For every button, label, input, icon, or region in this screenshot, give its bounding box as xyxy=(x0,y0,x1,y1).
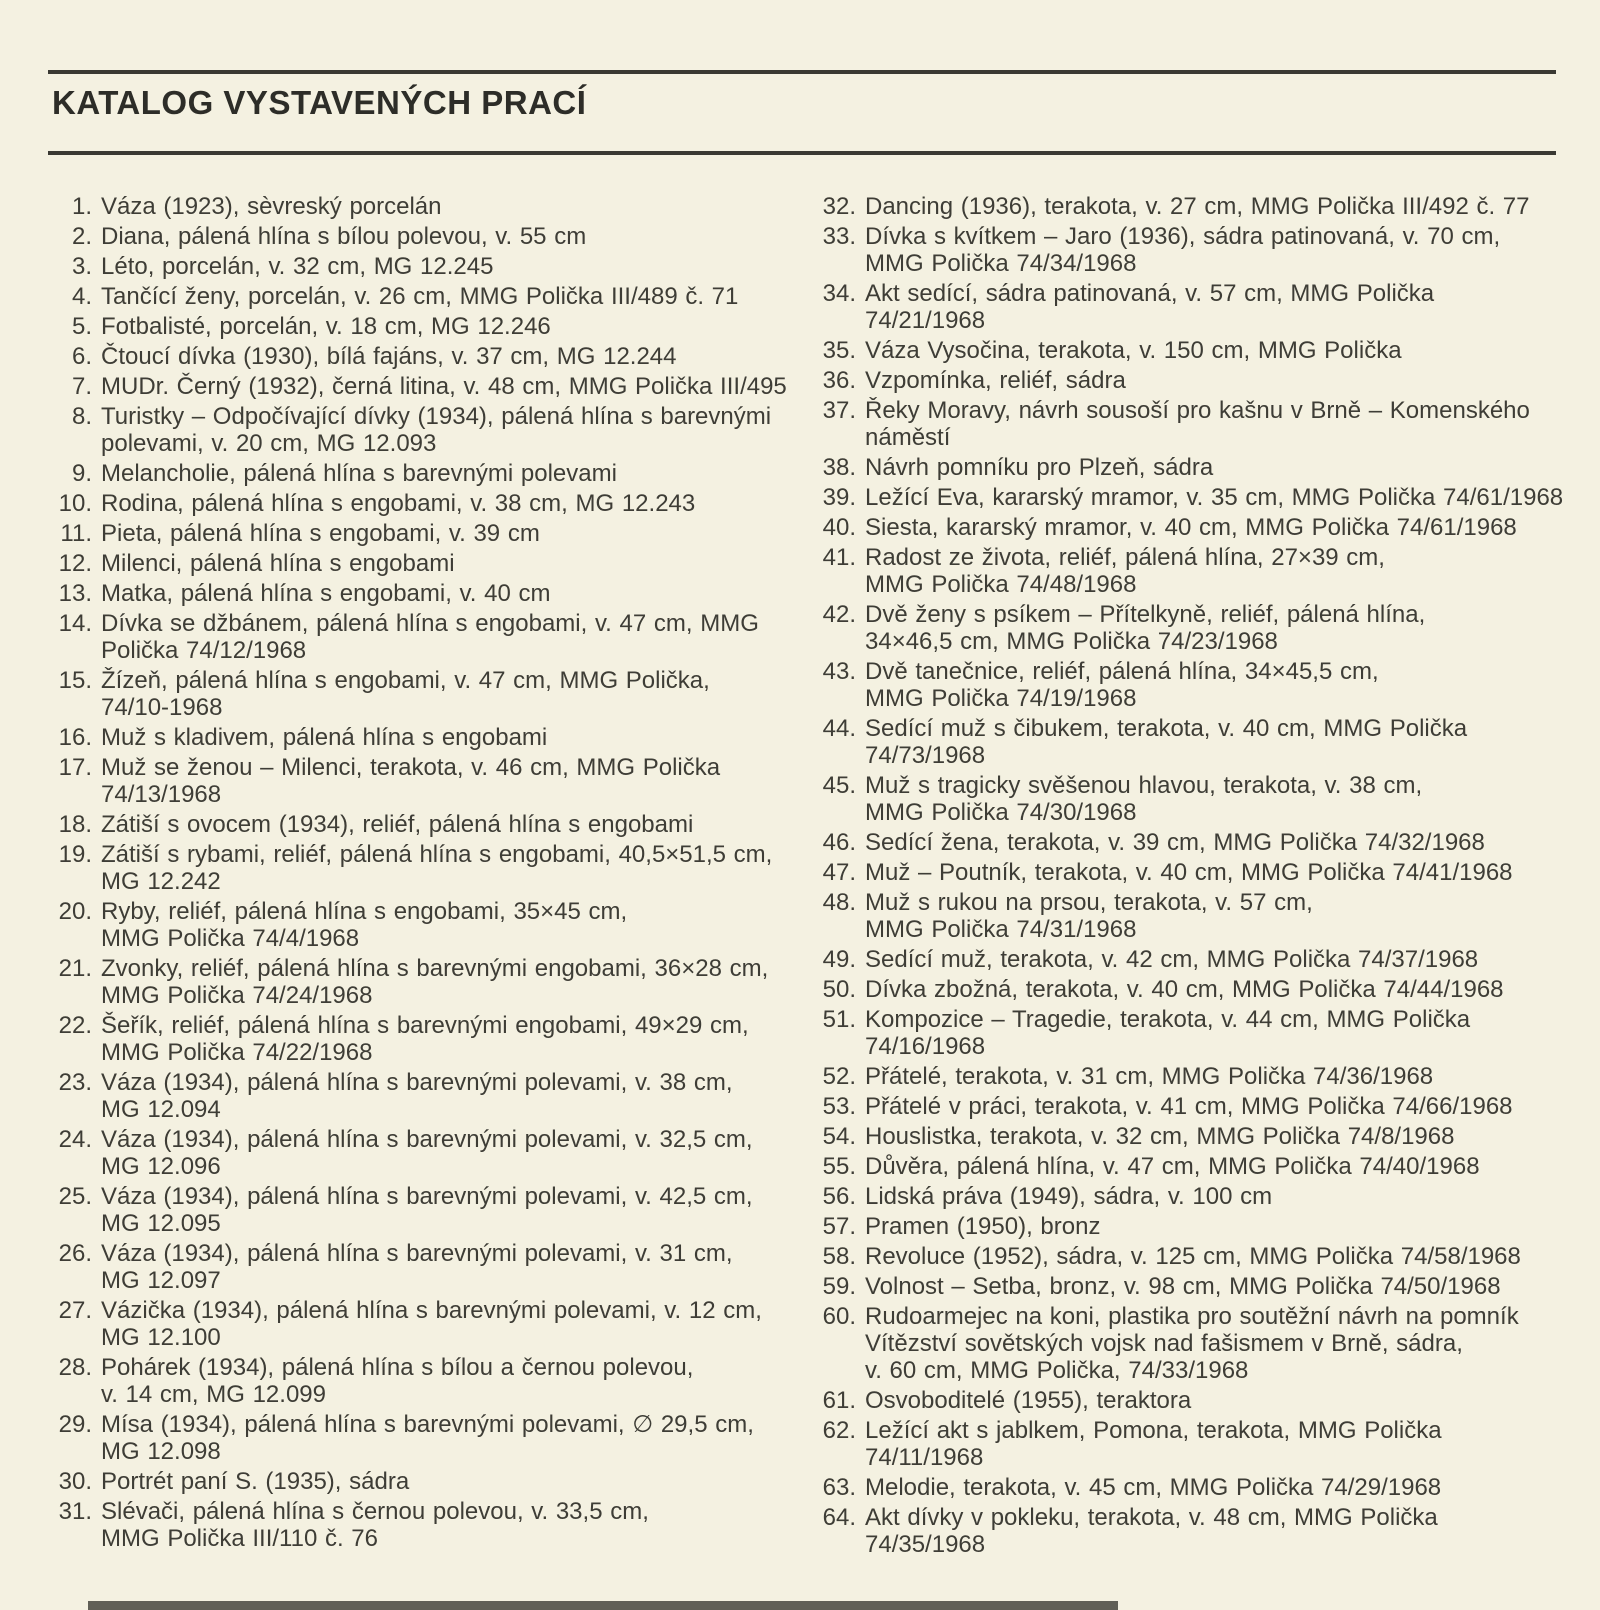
item-text: Čtoucí dívka (1930), bílá fajáns, v. 37 cm, MG 12.244 xyxy=(101,343,677,370)
item-text: Rodina, pálená hlína s engobami, v. 38 cm, MG 12.243 xyxy=(101,490,696,517)
item-text: Mísa (1934), pálená hlína s barevnými polevami, ∅ 29,5 cm, MG 12.098 xyxy=(101,1411,754,1465)
item-text: Váza (1934), pálená hlína s barevnými polevami, v. 42,5 cm, MG 12.095 xyxy=(101,1183,753,1237)
list-item xyxy=(818,337,1598,364)
item-text: Zátiší s rybami, reliéf, pálená hlína s engobami, 40,5×51,5 cm, MG 12.242 xyxy=(101,841,773,895)
item-number: 5. xyxy=(71,313,92,340)
list-item xyxy=(818,514,1598,541)
item-text: Akt sedící, sádra patinovaná, v. 57 cm, MMG Polička 74/21/1968 xyxy=(865,280,1435,334)
item-text: Pieta, pálená hlína s engobami, v. 39 cm xyxy=(101,520,540,547)
item-number: 35. xyxy=(822,337,856,364)
item-number: 24. xyxy=(58,1126,92,1153)
item-number: 29. xyxy=(58,1411,92,1438)
item-text: Sedící žena, terakota, v. 39 cm, MMG Polička 74/32/1968 xyxy=(865,829,1485,856)
item-text: Váza (1923), sèvreský porcelán xyxy=(101,193,442,220)
list-item xyxy=(818,1417,1598,1471)
list-item xyxy=(818,454,1598,481)
item-number: 56. xyxy=(822,1183,856,1210)
item-number: 39. xyxy=(822,484,856,511)
item-number: 63. xyxy=(822,1474,856,1501)
item-number: 37. xyxy=(822,397,856,424)
item-number: 11. xyxy=(60,520,92,547)
item-text: Slévači, pálená hlína s černou polevou, v. 33,5 cm, MMG Polička III/110 č. 76 xyxy=(101,1498,649,1552)
item-number: 34. xyxy=(822,280,856,307)
item-text: Vázička (1934), pálená hlína s barevnými polevami, v. 12 cm, MG 12.100 xyxy=(101,1297,762,1351)
item-text: Ryby, reliéf, pálená hlína s engobami, 35×45 cm, MMG Polička 74/4/1968 xyxy=(101,898,628,952)
list-item xyxy=(818,1273,1598,1300)
item-number: 31. xyxy=(58,1498,92,1525)
item-text: Siesta, kararský mramor, v. 40 cm, MMG Polička 74/61/1968 xyxy=(865,514,1517,541)
item-text: Rudoarmejec na koni, plastika pro soutěžní návrh na pomník Vítězství sovětských vojsk nad fašismem v Brně, sádra, v. 60 cm, MMG Polička, 74/33/1968 xyxy=(865,1303,1519,1384)
item-text: Turistky – Odpočívající dívky (1934), pálená hlína s barevnými polevami, v. 20 cm, MG 12.093 xyxy=(101,403,772,457)
list-item xyxy=(54,490,794,517)
item-text: Dancing (1936), terakota, v. 27 cm, MMG Polička III/492 č. 77 xyxy=(865,193,1530,220)
item-text: Ležící akt s jablkem, Pomona, terakota, MMG Polička 74/11/1968 xyxy=(865,1417,1442,1471)
list-item xyxy=(818,484,1598,511)
list-item xyxy=(54,1069,794,1123)
item-text: Melodie, terakota, v. 45 cm, MMG Polička 74/29/1968 xyxy=(865,1474,1442,1501)
item-text: Zátiší s ovocem (1934), reliéf, pálená hlína s engobami xyxy=(101,811,694,838)
list-item xyxy=(818,976,1598,1003)
item-number: 38. xyxy=(822,454,856,481)
list-item xyxy=(54,1126,794,1180)
catalog-column-right xyxy=(818,193,1598,1561)
list-item xyxy=(818,1183,1598,1210)
list-item xyxy=(818,1123,1598,1150)
scan-edge-shadow xyxy=(88,1601,1118,1610)
item-text: Přátelé v práci, terakota, v. 41 cm, MMG Polička 74/66/1968 xyxy=(865,1093,1513,1120)
list-item xyxy=(54,1411,794,1465)
list-item xyxy=(818,1303,1598,1384)
item-number: 58. xyxy=(822,1243,856,1270)
list-item xyxy=(818,601,1598,655)
item-text: Tančící ženy, porcelán, v. 26 cm, MMG Polička III/489 č. 71 xyxy=(101,283,739,310)
item-number: 32. xyxy=(822,193,856,220)
list-item xyxy=(54,550,794,577)
list-item xyxy=(54,754,794,808)
list-item xyxy=(818,223,1598,277)
item-text: Váza (1934), pálená hlína s barevnými polevami, v. 32,5 cm, MG 12.096 xyxy=(101,1126,753,1180)
list-item xyxy=(54,373,794,400)
list-item xyxy=(818,367,1598,394)
list-item xyxy=(818,829,1598,856)
item-number: 26. xyxy=(58,1240,92,1267)
list-item xyxy=(54,223,794,250)
item-number: 18. xyxy=(58,811,92,838)
list-item xyxy=(818,193,1598,220)
list-item xyxy=(54,520,794,547)
list-item xyxy=(818,859,1598,886)
list-item xyxy=(54,193,794,220)
item-text: Lidská práva (1949), sádra, v. 100 cm xyxy=(865,1183,1273,1210)
item-number: 27. xyxy=(58,1297,92,1324)
item-text: Důvěra, pálená hlína, v. 47 cm, MMG Polička 74/40/1968 xyxy=(865,1153,1480,1180)
item-text: Šeřík, reliéf, pálená hlína s barevnými engobami, 49×29 cm, MMG Polička 74/22/1968 xyxy=(101,1012,749,1066)
item-number: 64. xyxy=(822,1504,856,1531)
item-text: Dívka s kvítkem – Jaro (1936), sádra patinovaná, v. 70 cm, MMG Polička 74/34/1968 xyxy=(865,223,1501,277)
item-text: Dvě tanečnice, reliéf, pálená hlína, 34×45,5 cm, MMG Polička 74/19/1968 xyxy=(865,658,1379,712)
item-number: 22. xyxy=(58,1012,92,1039)
item-number: 23. xyxy=(58,1069,92,1096)
item-text: Portrét paní S. (1935), sádra xyxy=(101,1468,410,1495)
item-number: 16. xyxy=(58,724,92,751)
item-text: Léto, porcelán, v. 32 cm, MG 12.245 xyxy=(101,253,494,280)
item-number: 6. xyxy=(71,343,92,370)
item-number: 50. xyxy=(822,976,856,1003)
item-number: 47. xyxy=(822,859,856,886)
list-item xyxy=(818,772,1598,826)
item-number: 14. xyxy=(58,610,92,637)
item-text: Váza Vysočina, terakota, v. 150 cm, MMG Polička xyxy=(865,337,1402,364)
item-number: 20. xyxy=(58,898,92,925)
list-item xyxy=(54,1297,794,1351)
item-text: Muž s rukou na prsou, terakota, v. 57 cm, MMG Polička 74/31/1968 xyxy=(865,889,1313,943)
list-item xyxy=(818,544,1598,598)
item-text: Pramen (1950), bronz xyxy=(865,1213,1101,1240)
item-number: 13. xyxy=(58,580,92,607)
item-number: 54. xyxy=(822,1123,856,1150)
item-text: Muž s tragicky svěšenou hlavou, terakota, v. 38 cm, MMG Polička 74/30/1968 xyxy=(865,772,1423,826)
list-item xyxy=(54,580,794,607)
list-item xyxy=(818,1213,1598,1240)
item-text: Muž – Poutník, terakota, v. 40 cm, MMG Polička 74/41/1968 xyxy=(865,859,1513,886)
list-item xyxy=(54,283,794,310)
page-title: KATALOG VYSTAVENÝCH PRACÍ xyxy=(52,84,587,121)
item-number: 33. xyxy=(822,223,856,250)
item-text: Melancholie, pálená hlína s barevnými polevami xyxy=(101,460,617,487)
item-number: 45. xyxy=(822,772,856,799)
item-text: Dívka zbožná, terakota, v. 40 cm, MMG Polička 74/44/1968 xyxy=(865,976,1504,1003)
item-number: 43. xyxy=(822,658,856,685)
item-number: 53. xyxy=(822,1093,856,1120)
item-number: 36. xyxy=(822,367,856,394)
item-text: Řeky Moravy, návrh sousoší pro kašnu v Brně – Komenského náměstí xyxy=(865,397,1530,451)
item-text: Milenci, pálená hlína s engobami xyxy=(101,550,455,577)
item-number: 60. xyxy=(822,1303,856,1330)
list-item xyxy=(54,898,794,952)
list-item xyxy=(54,1498,794,1552)
list-item xyxy=(818,1474,1598,1501)
item-text: Dvě ženy s psíkem – Přítelkyně, reliéf, pálená hlína, 34×46,5 cm, MMG Polička 74/23/1968 xyxy=(865,601,1426,655)
list-item xyxy=(818,397,1598,451)
item-text: Volnost – Setba, bronz, v. 98 cm, MMG Polička 74/50/1968 xyxy=(865,1273,1501,1300)
item-number: 21. xyxy=(58,955,92,982)
list-item xyxy=(54,1240,794,1294)
item-number: 9. xyxy=(71,460,92,487)
item-number: 61. xyxy=(822,1387,856,1414)
list-item xyxy=(818,1387,1598,1414)
item-number: 2. xyxy=(71,223,92,250)
item-text: Diana, pálená hlína s bílou polevou, v. 55 cm xyxy=(101,223,587,250)
item-number: 28. xyxy=(58,1354,92,1381)
list-item xyxy=(54,811,794,838)
item-text: Zvonky, reliéf, pálená hlína s barevnými engobami, 36×28 cm, MMG Polička 74/24/1968 xyxy=(101,955,769,1009)
list-item xyxy=(818,1243,1598,1270)
list-item xyxy=(818,658,1598,712)
item-text: Váza (1934), pálená hlína s barevnými polevami, v. 31 cm, MG 12.097 xyxy=(101,1240,733,1294)
item-number: 19. xyxy=(58,841,92,868)
list-item xyxy=(818,1153,1598,1180)
item-text: Žízeň, pálená hlína s engobami, v. 47 cm, MMG Polička, 74/10-1968 xyxy=(101,667,710,721)
item-number: 55. xyxy=(822,1153,856,1180)
list-item xyxy=(818,946,1598,973)
item-number: 30. xyxy=(58,1468,92,1495)
item-text: Revoluce (1952), sádra, v. 125 cm, MMG Polička 74/58/1968 xyxy=(865,1243,1521,1270)
item-number: 48. xyxy=(822,889,856,916)
item-number: 3. xyxy=(71,253,92,280)
item-text: Sedící muž, terakota, v. 42 cm, MMG Polička 74/37/1968 xyxy=(865,946,1479,973)
item-number: 42. xyxy=(822,601,856,628)
item-number: 10. xyxy=(58,490,92,517)
item-text: Houslistka, terakota, v. 32 cm, MMG Polička 74/8/1968 xyxy=(865,1123,1455,1150)
list-item xyxy=(54,1183,794,1237)
item-text: Kompozice – Tragedie, terakota, v. 44 cm, MMG Polička 74/16/1968 xyxy=(865,1006,1471,1060)
item-number: 46. xyxy=(822,829,856,856)
item-text: Fotbalisté, porcelán, v. 18 cm, MG 12.246 xyxy=(101,313,551,340)
catalog-column-left xyxy=(54,193,794,1555)
item-number: 25. xyxy=(58,1183,92,1210)
item-text: Pohárek (1934), pálená hlína s bílou a černou polevou, v. 14 cm, MG 12.099 xyxy=(101,1354,694,1408)
item-text: Radost ze života, reliéf, pálená hlína, 27×39 cm, MMG Polička 74/48/1968 xyxy=(865,544,1385,598)
list-item xyxy=(818,1093,1598,1120)
list-item xyxy=(54,313,794,340)
item-number: 62. xyxy=(822,1417,856,1444)
item-number: 15. xyxy=(58,667,92,694)
item-text: Sedící muž s čibukem, terakota, v. 40 cm, MMG Polička 74/73/1968 xyxy=(865,715,1468,769)
list-item xyxy=(818,1504,1598,1558)
item-number: 7. xyxy=(71,373,92,400)
item-number: 59. xyxy=(822,1273,856,1300)
item-text: Akt dívky v pokleku, terakota, v. 48 cm, MMG Polička 74/35/1968 xyxy=(865,1504,1438,1558)
list-item xyxy=(818,715,1598,769)
list-item xyxy=(54,253,794,280)
item-number: 17. xyxy=(58,754,92,781)
item-text: Přátelé, terakota, v. 31 cm, MMG Polička 74/36/1968 xyxy=(865,1063,1434,1090)
item-number: 4. xyxy=(71,283,92,310)
item-number: 44. xyxy=(822,715,856,742)
list-item xyxy=(54,343,794,370)
item-text: Muž se ženou – Milenci, terakota, v. 46 cm, MMG Polička 74/13/1968 xyxy=(101,754,721,808)
list-item xyxy=(54,841,794,895)
item-number: 51. xyxy=(822,1006,856,1033)
item-number: 12. xyxy=(58,550,92,577)
item-text: Matka, pálená hlína s engobami, v. 40 cm xyxy=(101,580,551,607)
list-item xyxy=(54,955,794,1009)
list-item xyxy=(54,667,794,721)
list-item xyxy=(54,403,794,457)
list-item xyxy=(54,1354,794,1408)
item-text: Ležící Eva, kararský mramor, v. 35 cm, MMG Polička 74/61/1968 xyxy=(865,484,1564,511)
list-item xyxy=(54,610,794,664)
item-number: 49. xyxy=(822,946,856,973)
list-item xyxy=(54,460,794,487)
item-number: 1. xyxy=(71,193,92,220)
under-title-rule xyxy=(48,151,1556,155)
item-number: 52. xyxy=(822,1063,856,1090)
list-item xyxy=(818,889,1598,943)
list-item xyxy=(54,724,794,751)
item-number: 40. xyxy=(822,514,856,541)
item-number: 41. xyxy=(822,544,856,571)
item-text: MUDr. Černý (1932), černá litina, v. 48 cm, MMG Polička III/495 xyxy=(101,373,787,400)
list-item xyxy=(818,1006,1598,1060)
list-item xyxy=(54,1012,794,1066)
item-number: 57. xyxy=(822,1213,856,1240)
list-item xyxy=(818,1063,1598,1090)
item-text: Návrh pomníku pro Plzeň, sádra xyxy=(865,454,1214,481)
item-text: Osvoboditelé (1955), teraktora xyxy=(865,1387,1192,1414)
item-text: Muž s kladivem, pálená hlína s engobami xyxy=(101,724,548,751)
top-rule xyxy=(48,70,1556,74)
list-item xyxy=(818,280,1598,334)
item-text: Vzpomínka, reliéf, sádra xyxy=(865,367,1126,394)
item-text: Váza (1934), pálená hlína s barevnými polevami, v. 38 cm, MG 12.094 xyxy=(101,1069,733,1123)
list-item xyxy=(54,1468,794,1495)
item-number: 8. xyxy=(71,403,92,430)
item-text: Dívka se džbánem, pálená hlína s engobami, v. 47 cm, MMG Polička 74/12/1968 xyxy=(101,610,759,664)
